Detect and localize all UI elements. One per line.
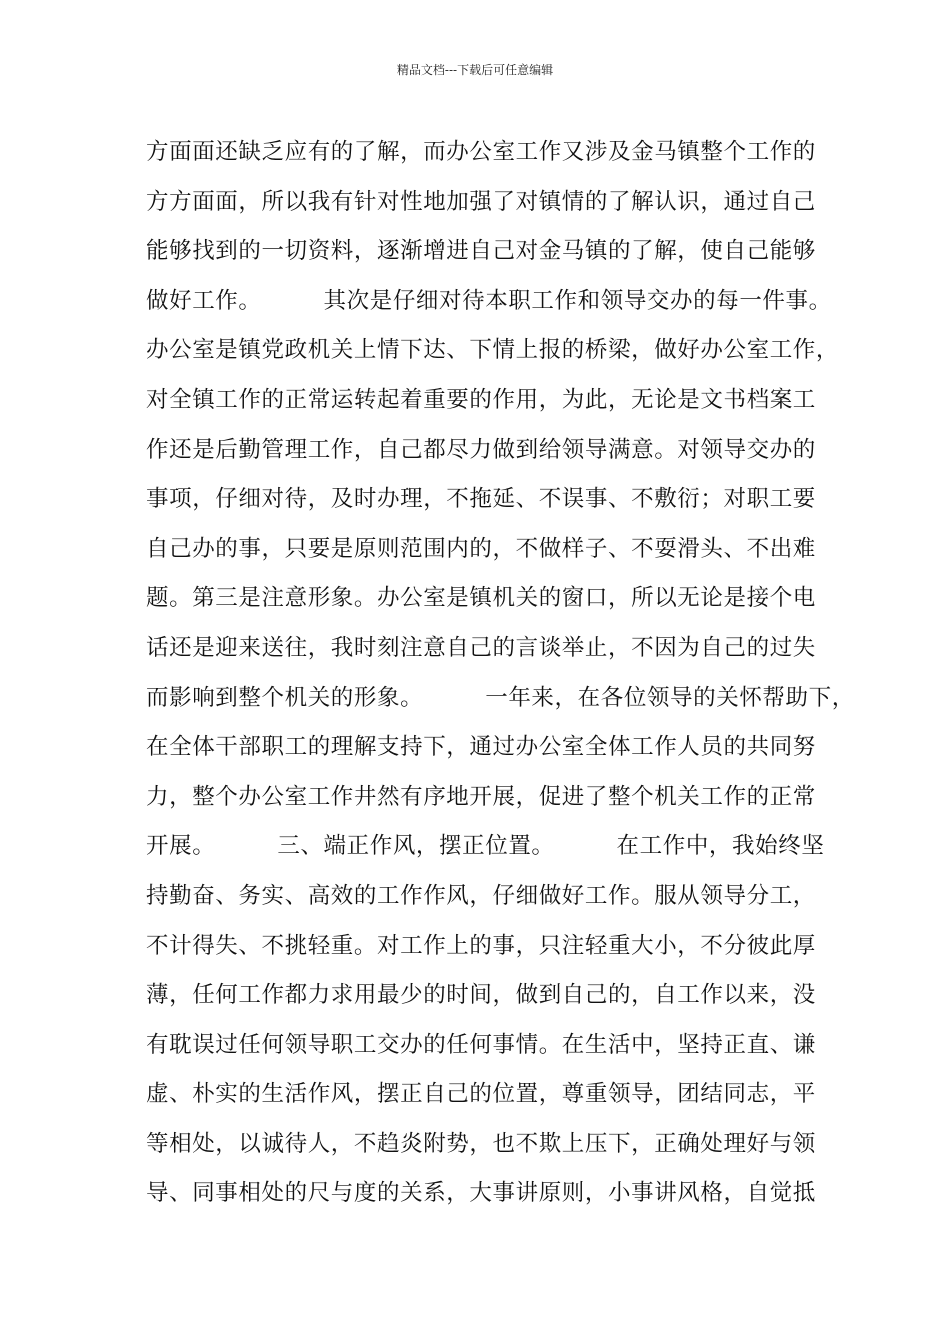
text-line: 薄，任何工作都力求用最少的时间，做到自己的，自工作以来，没 bbox=[146, 982, 816, 1009]
text-line: 对全镇工作的正常运转起着重要的作用，为此，无论是文书档案工 bbox=[146, 386, 816, 413]
text-line: 能够找到的一切资料，逐渐增进自己对金马镇的了解，使自己能够 bbox=[146, 238, 816, 265]
text-line: 事项，仔细对待，及时办理，不拖延、不误事、不敷衍；对职工要 bbox=[146, 486, 816, 513]
text-line: 方面面还缺乏应有的了解，而办公室工作又涉及金马镇整个工作的 bbox=[146, 139, 816, 165]
text-line: 有耽误过任何领导职工交办的任何事情。在生活中，坚持正直、谦 bbox=[146, 1031, 816, 1058]
document-body bbox=[146, 132, 855, 1223]
text-line: 开展。 三、端正作风，摆正位置。 在工作中，我始终坚 bbox=[146, 833, 825, 860]
text-line: 题。第三是注意形象。办公室是镇机关的窗口，所以无论是接个电 bbox=[146, 585, 816, 612]
text-line: 作还是后勤管理工作，自己都尽力做到给领导满意。对领导交办的 bbox=[146, 436, 816, 463]
text-line: 自己办的事，只要是原则范围内的，不做样子、不耍滑头、不出难 bbox=[146, 535, 816, 562]
text-line: 话还是迎来送往，我时刻注意自己的言谈举止，不因为自己的过失 bbox=[146, 634, 816, 661]
text-line: 力，整个办公室工作井然有序地开展，促进了整个机关工作的正常 bbox=[146, 783, 816, 810]
page-header: 精品文档---下载后可任意编辑 bbox=[396, 63, 554, 77]
text-line: 办公室是镇党政机关上情下达、下情上报的桥梁，做好办公室工作， bbox=[146, 337, 840, 364]
text-line: 做好工作。 其次是仔细对待本职工作和领导交办的每一件事。 bbox=[146, 287, 832, 314]
text-line: 方方面面，所以我有针对性地加强了对镇情的了解认识，通过自己 bbox=[146, 188, 816, 215]
text-line: 虚、朴实的生活作风，摆正自己的位置，尊重领导，团结同志，平 bbox=[146, 1081, 816, 1108]
text-line: 持勤奋、务实、高效的工作作风，仔细做好工作。服从领导分工， bbox=[146, 882, 816, 909]
text-line: 而影响到整个机关的形象。 一年来，在各位领导的关怀帮助下， bbox=[146, 684, 855, 711]
text-line: 在全体干部职工的理解支持下，通过办公室全体工作人员的共同努 bbox=[146, 734, 816, 761]
text-line: 导、同事相处的尺与度的关系，大事讲原则，小事讲风格，自觉抵 bbox=[146, 1180, 816, 1207]
text-line: 等相处，以诚待人，不趋炎附势，也不欺上压下，正确处理好与领 bbox=[146, 1130, 816, 1157]
text-line: 不计得失、不挑轻重。对工作上的事，只注轻重大小，不分彼此厚 bbox=[146, 932, 816, 959]
